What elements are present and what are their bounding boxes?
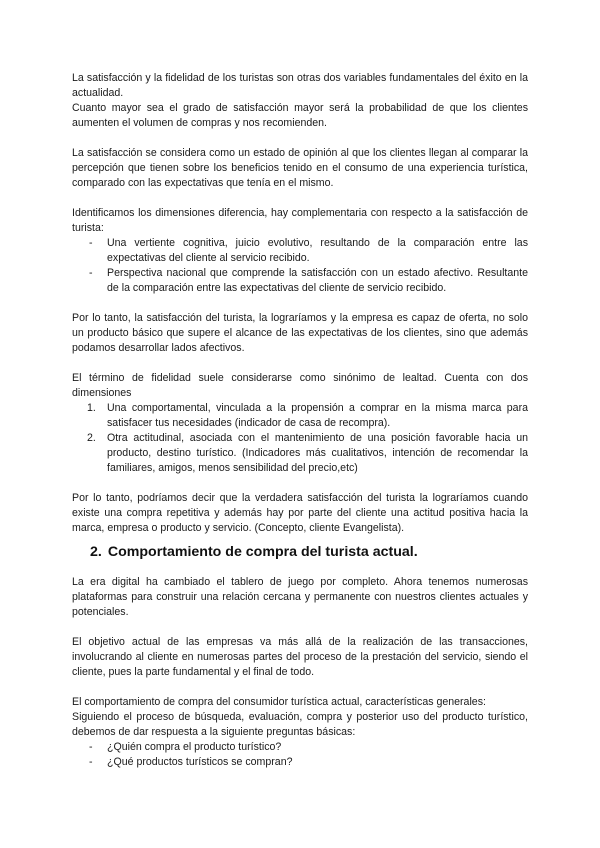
section-title: Comportamiento de compra del turista actual. — [107, 544, 418, 560]
paragraph-satisfaction-intro: La satisfacción y la fidelidad de los turistas son otras dos variables fundamentales del éxito en la actualidad. — [72, 72, 528, 99]
list-item — [72, 266, 528, 296]
list-item — [72, 236, 528, 266]
list-item — [72, 740, 528, 755]
dash-bullet: - — [89, 237, 93, 249]
questions-list — [72, 740, 528, 770]
paragraph-fidelity-intro: El término de fidelidad suele considerarse como sinónimo de lealtad. Cuenta con dos dimensiones — [72, 372, 528, 399]
paragraph-process: Siguiendo el proceso de búsqueda, evaluación, compra y posterior uso del producto turístico, debemos de dar respuesta a la siguiente preguntas básicas: — [72, 711, 528, 738]
section-number: 2. — [90, 544, 102, 560]
dash-bullet: - — [89, 756, 93, 768]
list-item-text: ¿Qué productos turísticos se compran? — [107, 756, 293, 768]
list-item-text: ¿Quién compra el producto turístico? — [107, 741, 282, 753]
paragraph-company-objective: El objetivo actual de las empresas va más allá de la realización de las transacciones, involucrando al cliente en numerosas partes del proceso de la prestación del servicio, siendo el cliente, pues la parte fundamental y el final de todo. — [72, 636, 528, 678]
fidelity-dimensions-list — [72, 401, 528, 476]
paragraph-satisfaction-degree: Cuanto mayor sea el grado de satisfacción mayor será la probabilidad de que los clientes aumenten el volumen de compras y nos recomienden. — [72, 102, 528, 129]
paragraph-satisfaction-definition: La satisfacción se considera como un estado de opinión al que los clientes llegan al comparar la percepción que tienen sobre los beneficios tenido en el consumo de una experiencia turística, comparado con las expectativas que tenía en el mismo. — [72, 147, 528, 189]
list-item-text: Otra actitudinal, asociada con el mantenimiento de una posición favorable hacia un producto, destino turístico. (Indicadores más cualitativos, intención de recomendar la familiares, amigos, menos sensibilidad del precio,etc) — [107, 432, 528, 474]
dash-bullet: - — [89, 267, 93, 279]
list-item-text: Una vertiente cognitiva, juicio evolutivo, resultando de la comparación entre las expectativas del cliente al servicio recibido. — [107, 237, 528, 264]
paragraph-conclusion-satisfaction: Por lo tanto, la satisfacción del turista, la lograríamos y la empresa es capaz de oferta, no solo un producto básico que supere el alcance de las expectativas de los clientes, sino que además podamos desarrollar lados afectivos. — [72, 312, 528, 354]
dash-bullet: - — [89, 741, 93, 753]
paragraph-digital-era: La era digital ha cambiado el tablero de juego por completo. Ahora tenemos numerosas plataformas para construir una relación cercana y permanente con nuestros clientes actuales y potenciales. — [72, 576, 528, 618]
paragraph-behavior-intro: El comportamiento de compra del consumidor turística actual, características generales: — [72, 696, 486, 708]
list-item-text: Perspectiva nacional que comprende la satisfacción con un estado afectivo. Resultante de la comparación entre las expectativas del cliente de servicio recibido. — [107, 267, 528, 294]
list-item — [72, 401, 528, 431]
list-number: 2. — [87, 432, 96, 444]
list-item — [72, 431, 528, 476]
section-heading — [72, 543, 528, 561]
list-item-text: Una comportamental, vinculada a la propensión a comprar en la misma marca para satisfacer tus necesidades (indicador de casa de recompra). — [107, 402, 528, 429]
dimensions-list — [72, 236, 528, 296]
list-number: 1. — [87, 402, 96, 414]
list-item — [72, 755, 528, 770]
paragraph-true-satisfaction: Por lo tanto, podríamos decir que la verdadera satisfacción del turista la lograríamos cuando existe una compra repetitiva y además hay por parte del cliente una actitud positiva hacia la marca, empresa o producto y servicio. (Concepto, cliente Evangelista). — [72, 492, 528, 534]
paragraph-dimensions-intro: Identificamos los dimensiones diferencia, hay complementaria con respecto a la satisfacción de turista: — [72, 207, 528, 234]
